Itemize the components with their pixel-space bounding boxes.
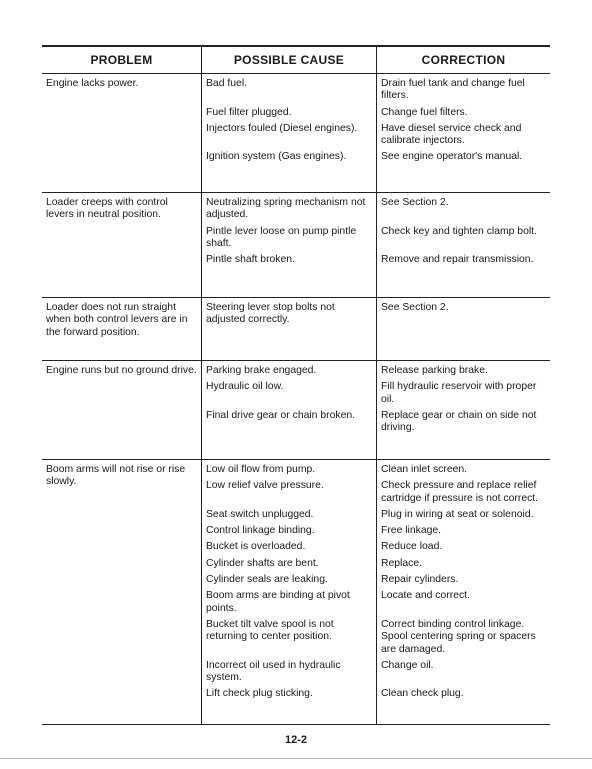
- correction-cell: Locate and correct.: [376, 590, 550, 619]
- correction-cell: Replace gear or chain on side not driving.: [376, 410, 550, 439]
- table-row: [201, 107, 550, 123]
- cause-cell: Low oil flow from pump.: [201, 460, 376, 480]
- correction-cell: Drain fuel tank and change fuel filters.: [376, 74, 550, 107]
- problem-cell: Engine runs but no ground drive.: [46, 365, 197, 376]
- cause-cell-empty: [201, 331, 376, 360]
- table-header-row: [42, 47, 550, 74]
- correction-cell: Fill hydraulic reservoir with proper oil.: [376, 381, 550, 410]
- table-group: [42, 298, 550, 361]
- page-number: 12-2: [284, 734, 308, 746]
- correction-cell: Change fuel filters.: [376, 107, 550, 123]
- correction-cell: Replace.: [376, 558, 550, 574]
- cause-cell: Bucket is overloaded.: [201, 541, 376, 557]
- correction-cell: See engine operator's manual.: [376, 151, 550, 167]
- cause-cell-empty: [201, 168, 376, 192]
- column-filler: [201, 438, 550, 459]
- cause-cell: Low relief valve pressure.: [201, 480, 376, 509]
- column-filler: [201, 331, 550, 360]
- cause-cell: Neutralizing spring mechanism not adjusted.: [201, 193, 376, 226]
- table-body: [42, 74, 550, 725]
- column-filler: [201, 270, 550, 297]
- table-row: [201, 558, 550, 574]
- troubleshooting-table: [42, 45, 550, 725]
- table-group: [42, 361, 550, 460]
- correction-cell: Clean check plug.: [376, 688, 550, 704]
- correction-cell: Plug in wiring at seat or solenoid.: [376, 509, 550, 525]
- cause-correction-list: [201, 460, 550, 724]
- problem-cell: Boom arms will not rise or rise slowly.: [46, 464, 186, 488]
- correction-cell-empty: [376, 270, 550, 297]
- table-row: [201, 298, 550, 331]
- cause-cell: Cylinder shafts are bent.: [201, 558, 376, 574]
- correction-cell: Free linkage.: [376, 525, 550, 541]
- column-filler: [201, 705, 550, 724]
- cause-correction-list: [201, 74, 550, 192]
- correction-cell: Check pressure and replace relief cartridge if pressure is not correct.: [376, 480, 550, 509]
- table-row: [201, 410, 550, 439]
- cause-cell: Injectors fouled (Diesel engines).: [201, 123, 376, 152]
- cause-cell: Bucket tilt valve spool is not returning to center position.: [201, 619, 376, 660]
- header-possible-cause: POSSIBLE CAUSE: [201, 47, 376, 73]
- correction-cell-empty: [376, 168, 550, 192]
- correction-cell-empty: [376, 705, 550, 724]
- header-problem: PROBLEM: [90, 53, 153, 67]
- cause-cell: Lift check plug sticking.: [201, 688, 376, 704]
- cause-correction-list: [201, 193, 550, 297]
- correction-cell: Remove and repair transmission.: [376, 254, 550, 270]
- problem-cell: Loader creeps with control levers in neutral position.: [46, 197, 168, 221]
- table-row: [201, 381, 550, 410]
- cause-cell-empty: [201, 705, 376, 724]
- table-group: [42, 74, 550, 193]
- table-row: [201, 254, 550, 270]
- table-row: [201, 619, 550, 660]
- table-row: [201, 590, 550, 619]
- correction-cell: Repair cylinders.: [376, 574, 550, 590]
- correction-cell-empty: [376, 438, 550, 459]
- table-row: [201, 574, 550, 590]
- cause-correction-list: [201, 361, 550, 459]
- table-row: [201, 151, 550, 167]
- table-row: [201, 123, 550, 152]
- correction-cell: See Section 2.: [376, 193, 550, 226]
- table-row: [201, 541, 550, 557]
- cause-cell: Seat switch unplugged.: [201, 509, 376, 525]
- table-group: [42, 460, 550, 725]
- table-row: [201, 509, 550, 525]
- correction-cell: Change oil.: [376, 660, 550, 689]
- correction-cell: Correct binding control linkage. Spool centering spring or spacers are damaged.: [376, 619, 550, 660]
- correction-cell: Have diesel service check and calibrate injectors.: [376, 123, 550, 152]
- correction-cell: Release parking brake.: [376, 361, 550, 381]
- column-filler: [201, 168, 550, 192]
- correction-cell: Reduce load.: [376, 541, 550, 557]
- cause-cell: Pintle shaft broken.: [201, 254, 376, 270]
- cause-cell: Parking brake engaged.: [201, 361, 376, 381]
- page-bottom-rule: [0, 758, 592, 759]
- table-row: [201, 193, 550, 226]
- cause-cell: Control linkage binding.: [201, 525, 376, 541]
- table-row: [201, 660, 550, 689]
- table-row: [201, 361, 550, 381]
- cause-cell: Incorrect oil used in hydraulic system.: [201, 660, 376, 689]
- table-row: [201, 525, 550, 541]
- table-row: [201, 480, 550, 509]
- cause-cell: Cylinder seals are leaking.: [201, 574, 376, 590]
- table-group: [42, 193, 550, 298]
- cause-cell-empty: [201, 438, 376, 459]
- table-row: [201, 226, 550, 255]
- correction-cell: See Section 2.: [376, 298, 550, 331]
- cause-cell: Pintle lever loose on pump pintle shaft.: [201, 226, 376, 255]
- problem-cell: Engine lacks power.: [46, 78, 139, 89]
- cause-cell-empty: [201, 270, 376, 297]
- problem-cell: Loader does not run straight when both control levers are in the forward position.: [46, 302, 188, 338]
- cause-cell: Boom arms are binding at pivot points.: [201, 590, 376, 619]
- cause-cell: Fuel filter plugged.: [201, 107, 376, 123]
- correction-cell: Check key and tighten clamp bolt.: [376, 226, 550, 255]
- table-row: [201, 460, 550, 480]
- correction-cell-empty: [376, 331, 550, 360]
- cause-cell: Ignition system (Gas engines).: [201, 151, 376, 167]
- cause-cell: Final drive gear or chain broken.: [201, 410, 376, 439]
- table-row: [201, 74, 550, 107]
- cause-correction-list: [201, 298, 550, 360]
- cause-cell: Hydraulic oil low.: [201, 381, 376, 410]
- cause-cell: Bad fuel.: [201, 74, 376, 107]
- cause-cell: Steering lever stop bolts not adjusted correctly.: [201, 298, 376, 331]
- header-correction: CORRECTION: [376, 47, 550, 73]
- table-row: [201, 688, 550, 704]
- correction-cell: Clean inlet screen.: [376, 460, 550, 480]
